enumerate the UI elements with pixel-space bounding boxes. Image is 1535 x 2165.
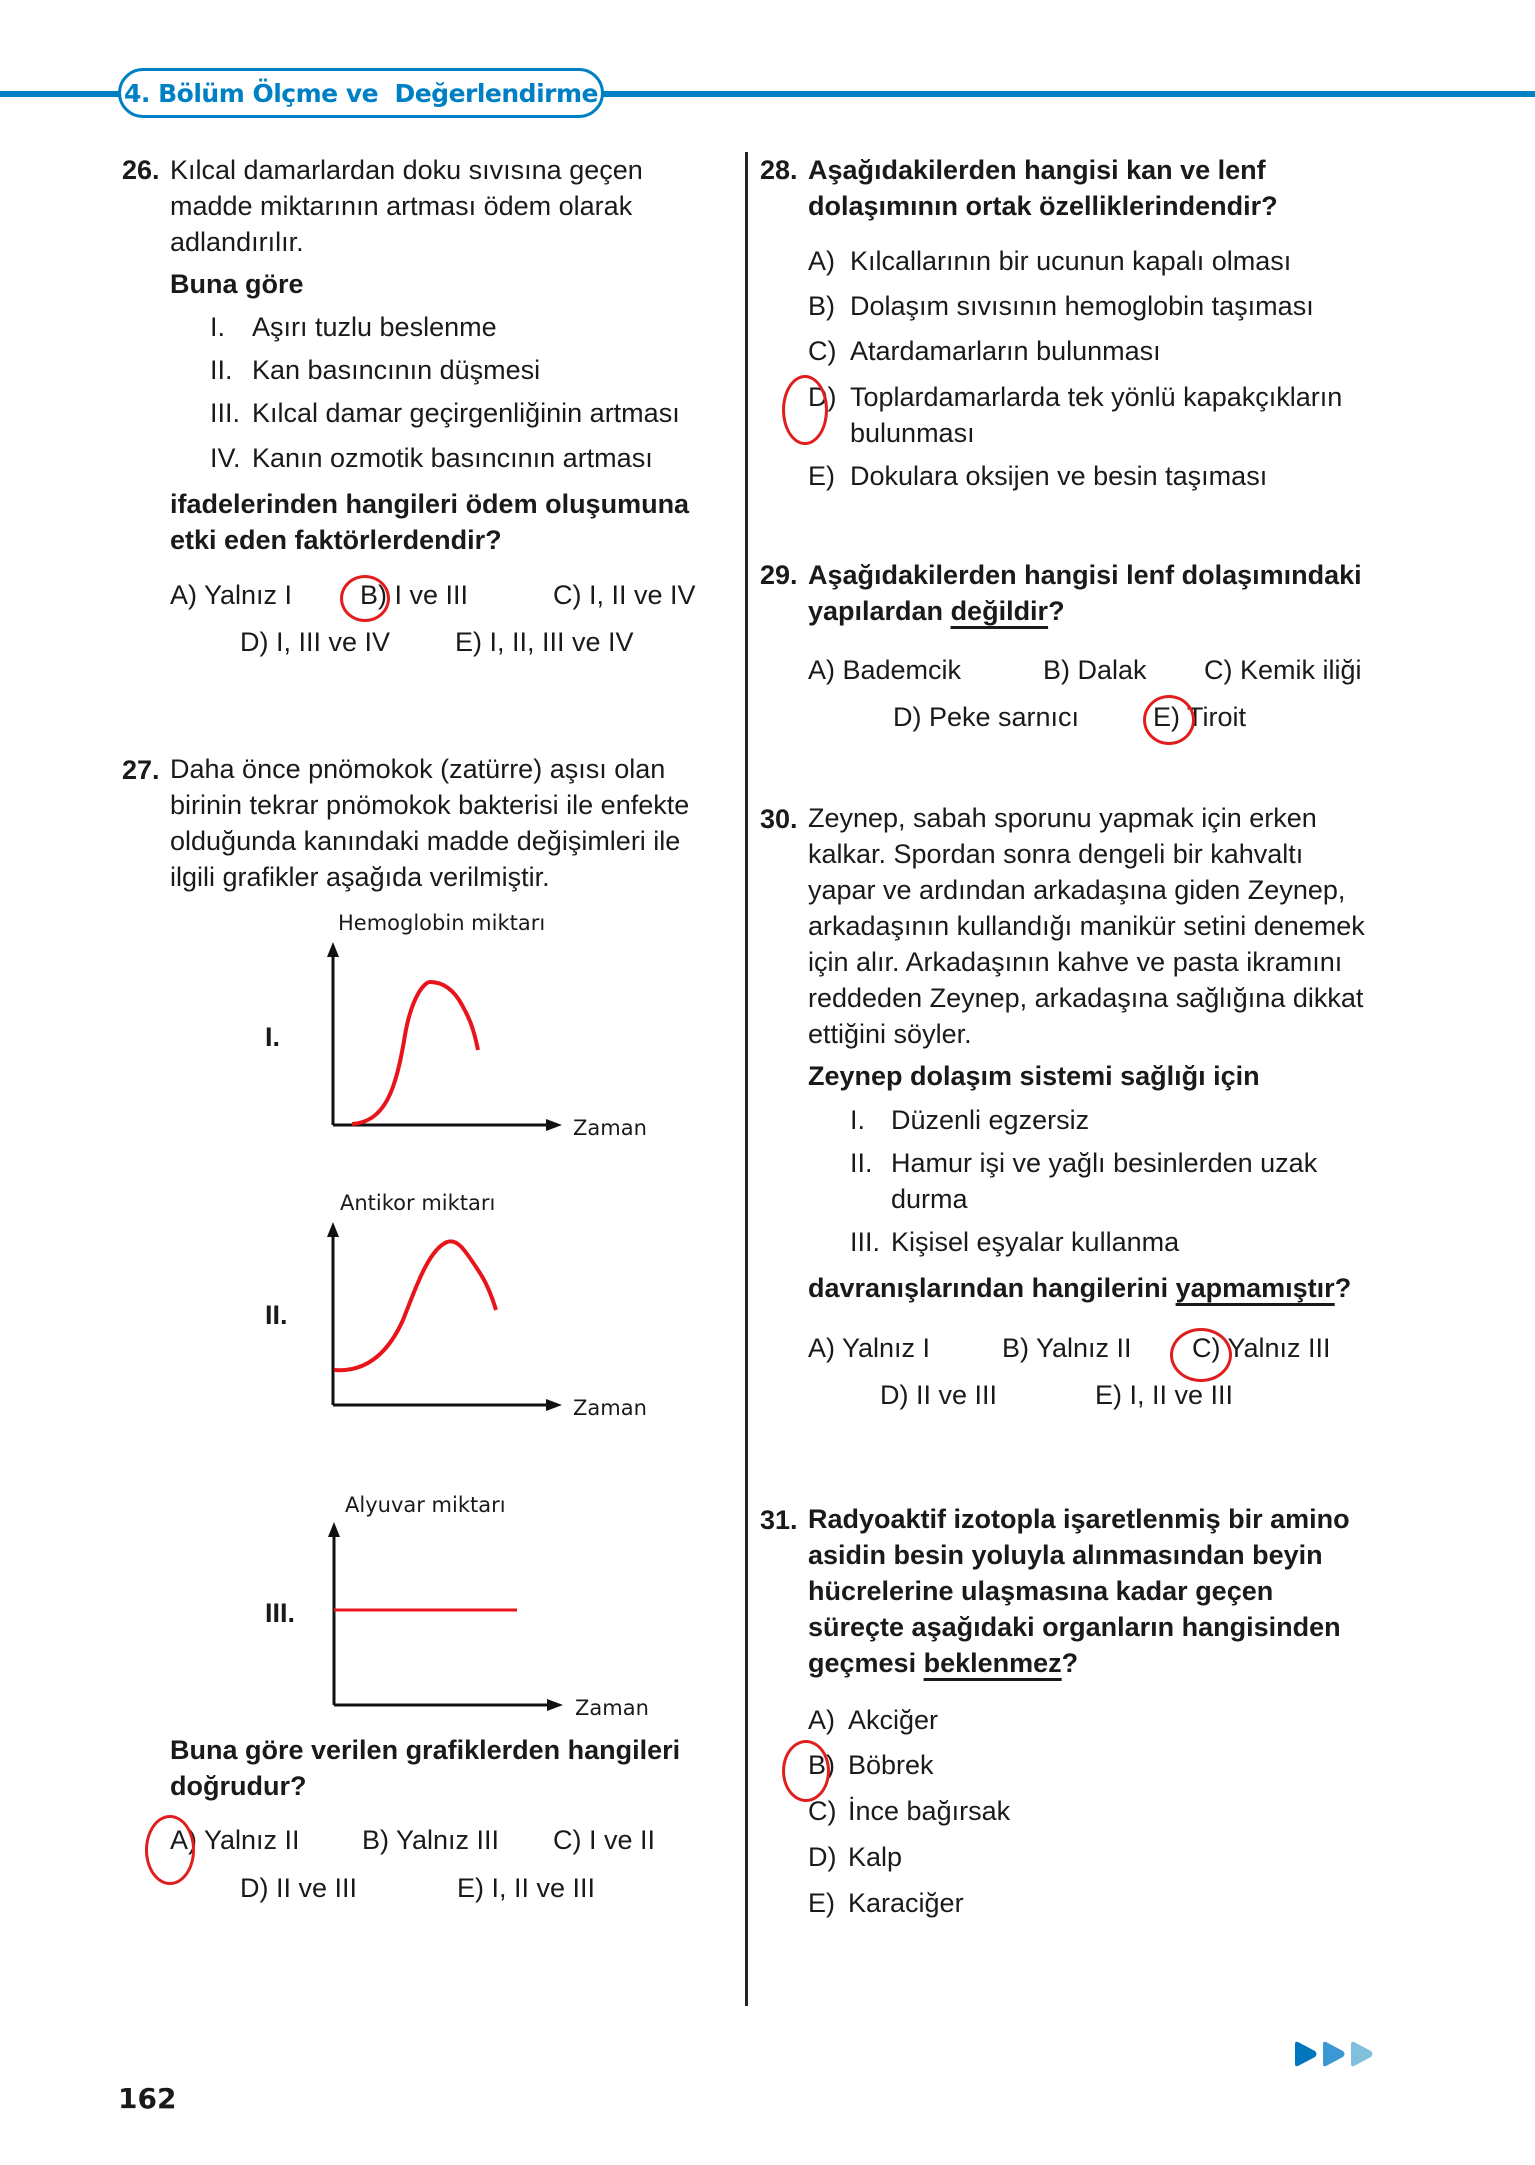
emphasis-underline: değildir bbox=[950, 596, 1049, 626]
option-e[interactable]: E) I, II ve III bbox=[457, 1873, 596, 1903]
question-stem-line: hücrelerine ulaşmasına kadar geçen bbox=[808, 1576, 1274, 1606]
option-a[interactable]: A) Bademcik bbox=[808, 655, 962, 685]
option-e-letter[interactable]: E) bbox=[808, 461, 835, 491]
question-stem-line bbox=[808, 593, 1065, 629]
y-axis-label: Antikor miktarı bbox=[340, 1191, 496, 1215]
question-stem-line: yapar ve ardından arkadaşına giden Zeynep, bbox=[808, 875, 1346, 905]
graph-iii-plot bbox=[0, 0, 1, 1]
option-b-text[interactable]: Dolaşım sıvısının hemoglobin taşıması bbox=[850, 291, 1314, 321]
question-stem-line: Aşağıdakilerden hangisi lenf dolaşımındaki bbox=[808, 560, 1362, 590]
option-e-letter[interactable]: E) bbox=[808, 1888, 835, 1918]
y-axis-label: Alyuvar miktarı bbox=[345, 1493, 506, 1517]
question-stem-line: olduğunda kanındaki madde değişimleri ile bbox=[170, 826, 681, 856]
statement: Düzenli egzersiz bbox=[891, 1105, 1090, 1135]
option-d[interactable]: D) II ve III bbox=[240, 1873, 358, 1903]
question-stem-line: Radyoaktif izotopla işaretlenmiş bir amino bbox=[808, 1504, 1350, 1534]
question-stem-line: adlandırılır. bbox=[170, 227, 304, 257]
option-b-letter[interactable]: B) bbox=[808, 1750, 835, 1780]
x-axis-label: Zaman bbox=[575, 1696, 649, 1720]
option-b[interactable]: B) Yalnız III bbox=[362, 1825, 500, 1855]
question-number: 30. bbox=[760, 804, 798, 834]
question-stem-line: birinin tekrar pnömokok bakterisi ile enfekte bbox=[170, 790, 690, 820]
option-d-text-cont[interactable]: bulunması bbox=[850, 418, 975, 448]
option-c[interactable]: C) I, II ve IV bbox=[553, 580, 696, 610]
question-number: 26. bbox=[122, 155, 160, 185]
question-stem-line: ettiğini söyler. bbox=[808, 1019, 972, 1049]
option-c-text[interactable]: İnce bağırsak bbox=[848, 1796, 1011, 1826]
graph-number: I. bbox=[265, 1022, 281, 1052]
question-stem-line: dolaşımının ortak özelliklerindendir? bbox=[808, 191, 1278, 221]
question-lead: Zeynep dolaşım sistemi sağlığı için bbox=[808, 1061, 1260, 1091]
question-stem-line bbox=[808, 1645, 1078, 1681]
question-stem-line: Aşağıdakilerden hangisi kan ve lenf bbox=[808, 155, 1266, 185]
option-d[interactable]: D) I, III ve IV bbox=[240, 627, 391, 657]
question-prompt: Buna göre verilen grafiklerden hangileri bbox=[170, 1735, 681, 1765]
statement-cont: durma bbox=[891, 1184, 968, 1214]
statement: Kişisel eşyalar kullanma bbox=[891, 1227, 1180, 1257]
stem-text: geçmesi bbox=[808, 1648, 924, 1678]
option-a[interactable]: A) Yalnız I bbox=[170, 580, 293, 610]
statement: Kan basıncının düşmesi bbox=[252, 355, 541, 385]
option-b-text[interactable]: Böbrek bbox=[848, 1750, 934, 1780]
option-a-letter[interactable]: A) bbox=[808, 246, 835, 276]
question-number: 28. bbox=[760, 155, 798, 185]
option-e[interactable]: E) Tiroit bbox=[1153, 702, 1247, 732]
question-stem-line: reddeden Zeynep, arkadaşına sağlığına dikkat bbox=[808, 983, 1364, 1013]
question-stem-line: asidin besin yoluyla alınmasından beyin bbox=[808, 1540, 1323, 1570]
emphasis-underline: beklenmez bbox=[923, 1648, 1062, 1678]
question-prompt: doğrudur? bbox=[170, 1771, 307, 1801]
stem-text: yapılardan bbox=[808, 596, 951, 626]
option-a-text[interactable]: Akciğer bbox=[848, 1705, 939, 1735]
option-e-text[interactable]: Dokulara oksijen ve besin taşıması bbox=[850, 461, 1268, 491]
statement: Kanın ozmotik basıncının artması bbox=[252, 443, 653, 473]
question-number: 31. bbox=[760, 1505, 798, 1535]
option-a-letter[interactable]: A) bbox=[808, 1705, 835, 1735]
answer-mark-circle bbox=[340, 575, 390, 622]
option-b[interactable]: B) I ve III bbox=[360, 580, 469, 610]
option-b[interactable]: B) Dalak bbox=[1043, 655, 1147, 685]
graph-number: II. bbox=[265, 1300, 288, 1330]
question-stem-line: Daha önce pnömokok (zatürre) aşısı olan bbox=[170, 754, 666, 784]
section-title: 4. Bölüm Ölçme ve Değerlendirme bbox=[124, 78, 598, 108]
page-number: 162 bbox=[118, 2082, 177, 2115]
answer-mark-circle bbox=[1143, 695, 1195, 745]
option-b-letter[interactable]: B) bbox=[808, 291, 835, 321]
option-d-text[interactable]: Kalp bbox=[848, 1842, 903, 1872]
graph-number: III. bbox=[265, 1598, 296, 1628]
question-stem-line: için alır. Arkadaşının kahve ve pasta ikramını bbox=[808, 947, 1343, 977]
stem-text: ? bbox=[1048, 596, 1065, 626]
question-number: 29. bbox=[760, 560, 798, 590]
option-b[interactable]: B) Yalnız II bbox=[1002, 1333, 1132, 1363]
question-number: 27. bbox=[122, 755, 160, 785]
option-c-text[interactable]: Atardamarların bulunması bbox=[850, 336, 1161, 366]
option-d-text[interactable]: Toplardamarlarda tek yönlü kapakçıkların bbox=[850, 382, 1343, 412]
option-c[interactable]: C) Yalnız III bbox=[1192, 1333, 1331, 1363]
question-prompt: etki eden faktörlerdendir? bbox=[170, 525, 502, 555]
question-lead: Buna göre bbox=[170, 269, 304, 299]
roman-numeral: I. bbox=[850, 1105, 866, 1135]
option-a[interactable]: A) Yalnız I bbox=[808, 1333, 931, 1363]
statement: Kılcal damar geçirgenliğinin artması bbox=[252, 398, 680, 428]
answer-mark-circle bbox=[782, 1740, 830, 1802]
answer-mark-circle bbox=[145, 1815, 195, 1885]
answer-mark-circle bbox=[782, 375, 828, 445]
next-arrows-icon[interactable] bbox=[1293, 2041, 1381, 2067]
question-stem-line: Zeynep, sabah sporunu yapmak için erken bbox=[808, 803, 1317, 833]
option-a-text[interactable]: Kılcallarının bir ucunun kapalı olması bbox=[850, 246, 1292, 276]
option-d[interactable]: D) Peke sarnıcı bbox=[893, 702, 1080, 732]
option-d[interactable]: D) II ve III bbox=[880, 1380, 998, 1410]
option-a[interactable]: A) Yalnız II bbox=[170, 1825, 300, 1855]
question-stem-line: süreçte aşağıdaki organların hangisinden bbox=[808, 1612, 1341, 1642]
question-prompt bbox=[808, 1270, 1351, 1306]
roman-numeral: IV. bbox=[210, 443, 241, 473]
roman-numeral: III. bbox=[210, 398, 241, 428]
roman-numeral: II. bbox=[210, 355, 233, 385]
question-stem-line: ilgili grafikler aşağıda verilmiştir. bbox=[170, 862, 550, 892]
option-c[interactable]: C) Kemik iliği bbox=[1204, 655, 1362, 685]
emphasis-underline: yapmamıştır bbox=[1175, 1273, 1335, 1303]
option-e[interactable]: E) I, II ve III bbox=[1095, 1380, 1234, 1410]
option-e[interactable]: E) I, II, III ve IV bbox=[455, 627, 634, 657]
option-c[interactable]: C) I ve II bbox=[553, 1825, 656, 1855]
option-e-text[interactable]: Karaciğer bbox=[848, 1888, 964, 1918]
option-c-letter[interactable]: C) bbox=[808, 336, 837, 366]
y-axis-label: Hemoglobin miktarı bbox=[338, 911, 546, 935]
option-d-letter[interactable]: D) bbox=[808, 382, 837, 412]
roman-numeral: I. bbox=[210, 312, 226, 342]
statement: Aşırı tuzlu beslenme bbox=[252, 312, 497, 342]
prompt-text: davranışlarından hangilerini bbox=[808, 1273, 1176, 1303]
stem-text: ? bbox=[1061, 1648, 1079, 1678]
x-axis-label: Zaman bbox=[573, 1396, 647, 1420]
question-stem-line: madde miktarının artması ödem olarak bbox=[170, 191, 633, 221]
column-divider bbox=[745, 152, 748, 2006]
question-stem-line: arkadaşının kullandığı manikür setini denemek bbox=[808, 911, 1365, 941]
question-stem-line: kalkar. Spordan sonra dengeli bir kahvaltı bbox=[808, 839, 1304, 869]
option-c-letter[interactable]: C) bbox=[808, 1796, 837, 1826]
question-stem-line: Kılcal damarlardan doku sıvısına geçen bbox=[170, 155, 643, 185]
roman-numeral: II. bbox=[850, 1148, 873, 1178]
option-d-letter[interactable]: D) bbox=[808, 1842, 837, 1872]
statement: Hamur işi ve yağlı besinlerden uzak bbox=[891, 1148, 1318, 1178]
answer-mark-circle bbox=[1170, 1328, 1232, 1382]
question-prompt: ifadelerinden hangileri ödem oluşumuna bbox=[170, 489, 690, 519]
section-header bbox=[118, 68, 604, 118]
prompt-text: ? bbox=[1334, 1273, 1352, 1303]
roman-numeral: III. bbox=[850, 1227, 881, 1257]
x-axis-label: Zaman bbox=[573, 1116, 647, 1140]
